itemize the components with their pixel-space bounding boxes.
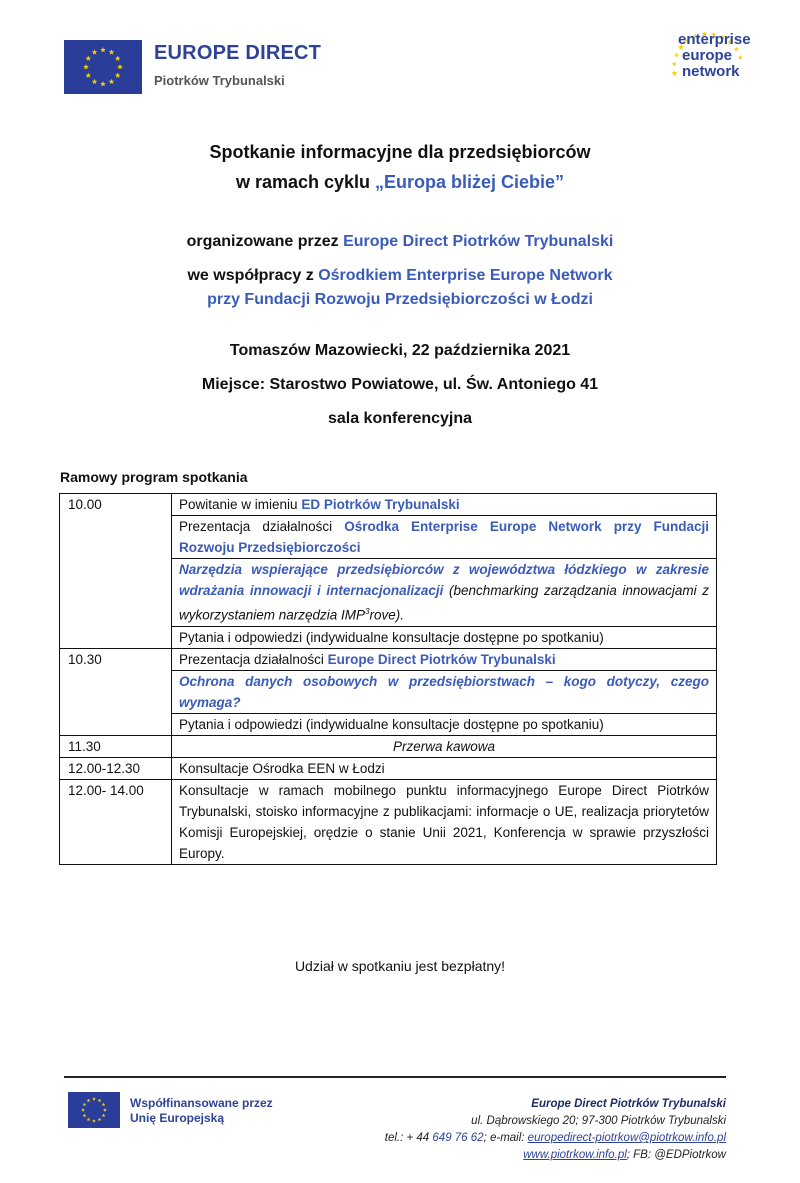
- program-item-highlight: Narzędzia wspierające przedsiębiorców z województwa łódzkiego w zakresie wdrażania innowacji i internacjonalizacji: [179, 562, 709, 598]
- email-link[interactable]: europedirect-piotrkow@piotrkow.info.pl: [527, 1132, 726, 1144]
- event-venue: Miejsce: Starostwo Powiatowe, ul. Św. Antoniego 41: [201, 376, 599, 393]
- organizer-name: Europe Direct Piotrków Trybunalski: [343, 233, 614, 250]
- een-logo-line: europe: [682, 47, 733, 64]
- table-row: [60, 516, 717, 559]
- program-item-highlight: Ochrona danych osobowych w przedsiębiorstwach – kogo dotyczy, czego wymaga?: [179, 673, 709, 710]
- event-place-date: Tomaszów Mazowiecki, 22 października 2021: [229, 342, 571, 359]
- cooperation-partner: Ośrodkiem Enterprise Europe Network: [318, 267, 613, 284]
- cofinanced-note: [130, 1096, 273, 1126]
- program-item-highlight: ED Piotrków Trybunalski: [301, 497, 460, 512]
- contact-block: [385, 1096, 726, 1164]
- cooperation-line1: [0, 267, 800, 285]
- facebook-handle: ; FB: @EDPiotrkow: [626, 1149, 726, 1161]
- table-row: [60, 735, 717, 757]
- time-cell: 12.00- 14.00: [60, 779, 172, 864]
- program-item: [172, 648, 717, 670]
- contact-org: Europe Direct Piotrków Trybunalski: [531, 1098, 726, 1110]
- program-item-text: (benchmarking zarządzania innowacjami z wykorzystaniem narzędzia IMP: [179, 583, 709, 623]
- time-cell: 10.00: [60, 494, 172, 516]
- organized-by-prefix: organizowane przez: [186, 233, 344, 250]
- europe-direct-logo-title: EUROPE DIRECT: [154, 42, 322, 64]
- page-header: [64, 31, 751, 120]
- email-label: ; e-mail:: [483, 1132, 528, 1144]
- time-cell: 11.30: [60, 735, 172, 757]
- program-item-highlight: Europe Direct Piotrków Trybunalski: [327, 651, 556, 667]
- een-logo-line: enterprise: [678, 31, 751, 48]
- tel-label: tel.: + 44: [384, 1132, 433, 1144]
- time-cell: [60, 516, 172, 559]
- program-item: Pytania i odpowiedzi (indywidualne konsultacje dostępne po spotkaniu): [172, 626, 717, 648]
- een-logo-line: network: [682, 63, 740, 80]
- table-row: [60, 648, 717, 670]
- table-row: [60, 713, 717, 735]
- table-row: [60, 559, 717, 627]
- program-item-text: rove).: [369, 607, 405, 623]
- program-item: [172, 559, 717, 627]
- program-item-text: Powitanie w imieniu: [179, 497, 302, 512]
- time-cell: [60, 559, 172, 627]
- program-item-text: Prezentacja działalności: [179, 651, 328, 667]
- program-item: [172, 494, 717, 516]
- footer-divider: [64, 1076, 726, 1078]
- program-item: [172, 670, 717, 713]
- program-item: Pytania i odpowiedzi (indywidualne konsultacje dostępne po spotkaniu): [172, 713, 717, 735]
- tel-number: 649 76 62: [432, 1132, 484, 1144]
- enterprise-europe-network-logo: [660, 28, 756, 108]
- event-title-prefix: w ramach cyklu: [235, 172, 376, 192]
- cooperation-prefix: we współpracy z: [187, 267, 319, 284]
- program-item: Przerwa kawowa: [172, 735, 717, 757]
- table-row: [60, 670, 717, 713]
- program-item: Konsultacje w ramach mobilnego punktu informacyjnego Europe Direct Piotrków Trybunalski, stoisko informacyjne z publikacjami: informacje o UE, realizacja priorytetów Komisji Europejskiej, orędzie o stanie Unii 2021, Konferencja w sprawie przyszłości Europy.: [172, 779, 717, 864]
- table-row: [60, 779, 717, 864]
- europe-direct-logo: [64, 40, 321, 94]
- cofinanced-line: Współfinansowane przez: [130, 1096, 273, 1110]
- europe-direct-logo-subtitle: Piotrków Trybunalski: [154, 73, 285, 88]
- program-item-superscript: 3: [365, 607, 370, 616]
- event-title-line2: [0, 172, 800, 193]
- free-participation-note: Udział w spotkaniu jest bezpłatny!: [294, 958, 506, 974]
- contact-tel-email: [385, 1130, 726, 1147]
- event-room: sala konferencyjna: [327, 410, 473, 427]
- website-link[interactable]: www.piotrkow.info.pl: [523, 1149, 627, 1161]
- time-cell: 12.00-12.30: [60, 757, 172, 779]
- event-cycle-name: „Europa bliżej Ciebie”: [375, 172, 565, 192]
- organized-by-line: [0, 233, 800, 251]
- program-item: Konsultacje Ośrodka EEN w Łodzi: [172, 757, 717, 779]
- cofinanced-line: Unię Europejską: [130, 1111, 225, 1125]
- program-table: [59, 493, 717, 865]
- cooperation-line2: przy Fundacji Rozwoju Przedsiębiorczości w Łodzi: [207, 291, 593, 308]
- time-cell: 10.30: [60, 648, 172, 670]
- eu-flag-icon: [64, 40, 142, 94]
- time-cell: [60, 670, 172, 713]
- event-title-line1: Spotkanie informacyjne dla przedsiębiorców: [209, 142, 591, 162]
- eu-flag-icon: [68, 1092, 120, 1128]
- contact-web: [385, 1147, 726, 1164]
- table-row: [60, 494, 717, 516]
- time-cell: [60, 713, 172, 735]
- program-item-highlight: Ośrodka Enterprise Europe Network przy Fundacji Rozwoju Przedsiębiorczości: [179, 519, 709, 555]
- program-item-text: Prezentacja działalności: [179, 519, 345, 534]
- time-cell: [60, 626, 172, 648]
- table-row: [60, 626, 717, 648]
- program-item: [172, 516, 717, 559]
- table-row: [60, 757, 717, 779]
- contact-address: ul. Dąbrowskiego 20; 97-300 Piotrków Trybunalski: [471, 1115, 726, 1127]
- program-heading: Ramowy program spotkania: [60, 469, 248, 485]
